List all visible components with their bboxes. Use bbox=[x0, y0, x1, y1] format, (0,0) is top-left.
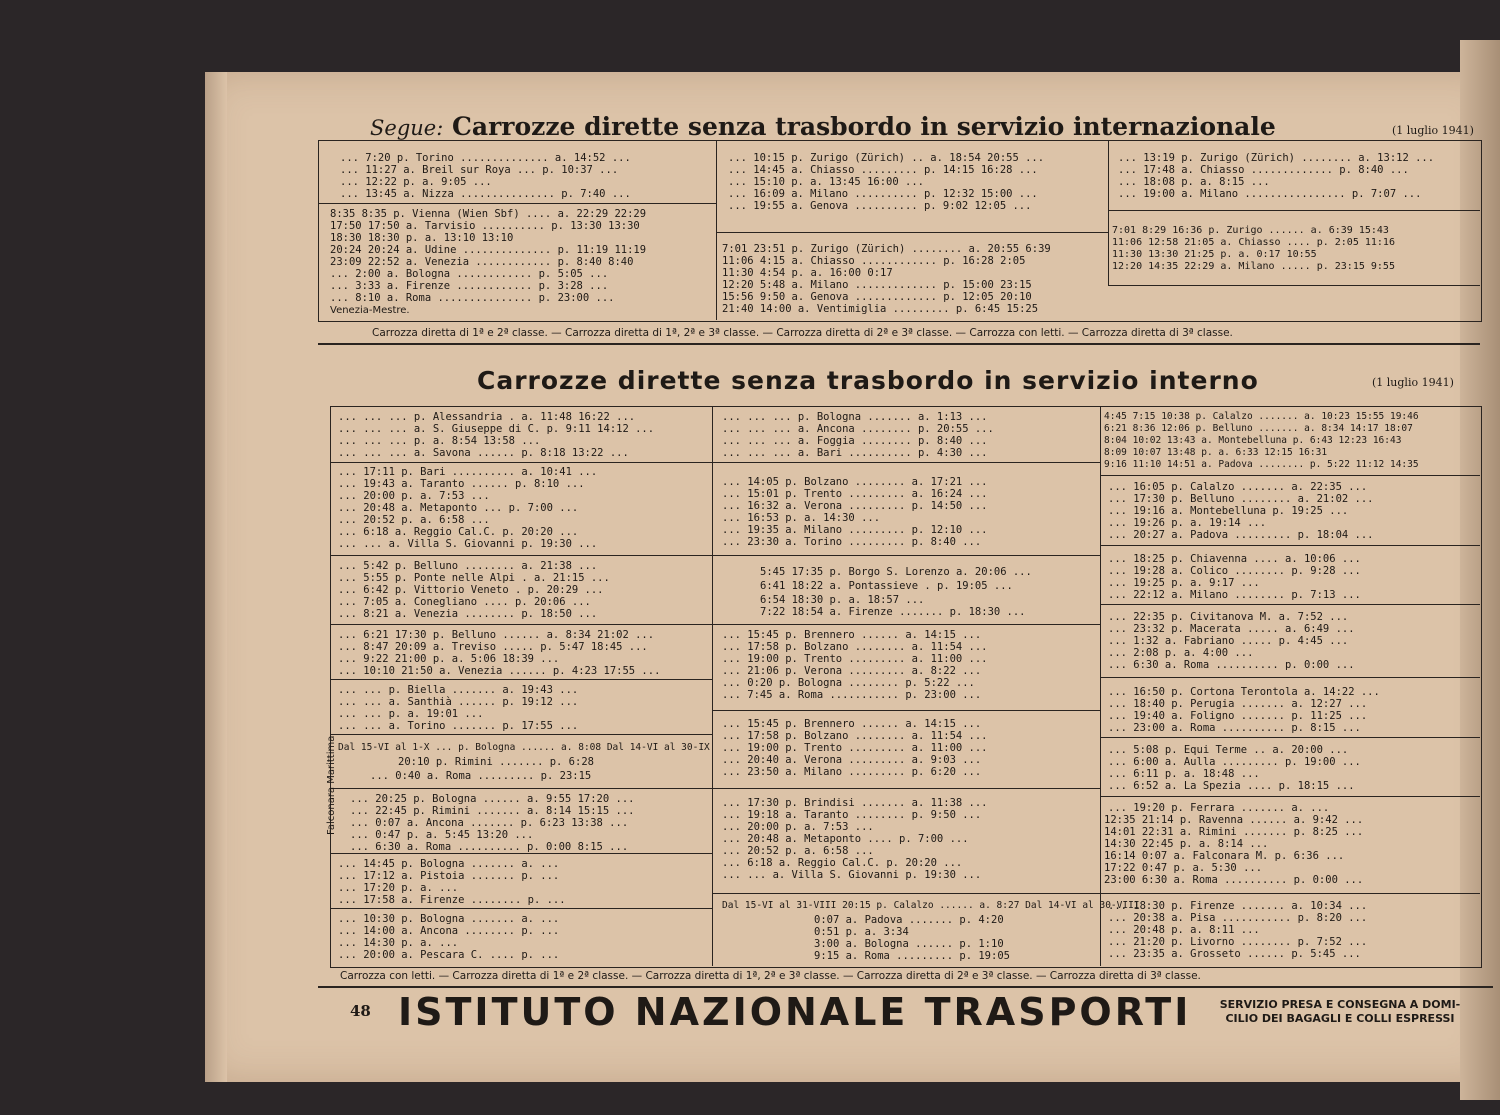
divider bbox=[1100, 737, 1480, 738]
int-row: ... 6:18 a. Reggio Cal.C. p. 20:20 ... bbox=[722, 857, 963, 869]
page-number: 48 bbox=[350, 1002, 371, 1020]
divider bbox=[1100, 893, 1480, 894]
int-row: 4:45 7:15 10:38 p. Calalzo ....... a. 10:23 15:55 19:46 bbox=[1104, 411, 1419, 422]
int-row: ... ... ... a. Foggia ........ p. 8:40 ... bbox=[722, 435, 988, 447]
int-row: ... 20:52 p. a. 6:58 ... bbox=[722, 845, 874, 857]
int-row: ... 19:25 p. a. 9:17 ... bbox=[1108, 577, 1260, 589]
int-row: ... 16:32 a. Verona ......... p. 14:50 ... bbox=[722, 500, 988, 512]
intl-row: ... 13:19 p. Zurigo (Zürich) ........ a. 13:12 ... bbox=[1118, 152, 1435, 164]
int-row: ... 21:06 p. Verona ......... a. 8:22 ... bbox=[722, 665, 982, 677]
int-row: ... ... a. Villa S. Giovanni p. 19:30 ... bbox=[338, 538, 598, 550]
intl-row: ... 10:15 p. Zurigo (Zürich) .. a. 18:54 20:55 ... bbox=[728, 152, 1045, 164]
intl-row: ... 8:10 a. Roma ............... p. 23:00 ... bbox=[330, 292, 615, 304]
intl-row: 8:35 8:35 p. Vienna (Wien Sbf) .... a. 22:29 22:29 bbox=[330, 208, 647, 220]
intl-row: 12:20 5:48 a. Milano ............. p. 15:00 23:15 bbox=[722, 279, 1032, 291]
intl-row: ... 15:10 p. a. 13:45 16:00 ... bbox=[728, 176, 924, 188]
int-row: ... 16:05 p. Calalzo ....... a. 22:35 ... bbox=[1108, 481, 1368, 493]
int-row: ... 18:40 p. Perugia ....... a. 12:27 ... bbox=[1108, 698, 1368, 710]
intl-row: 21:40 14:00 a. Ventimiglia ......... p. 6:45 15:25 bbox=[722, 303, 1039, 315]
intl-row: ... 13:45 a. Nizza ............... p. 7:40 ... bbox=[340, 188, 631, 200]
int-row: ... 6:00 a. Aulla ......... p. 19:00 ... bbox=[1108, 756, 1361, 768]
int-row: 12:35 21:14 p. Ravenna ...... a. 9:42 ... bbox=[1104, 814, 1364, 826]
divider bbox=[1100, 545, 1480, 546]
intl-row: 23:09 22:52 a. Venezia ............ p. 8:40 8:40 bbox=[330, 256, 634, 268]
int-row: ... ... ... p. a. 8:54 13:58 ... bbox=[338, 435, 541, 447]
service-note bbox=[1200, 998, 1480, 1026]
brand-banner: ISTITUTO NAZIONALE TRASPORTI bbox=[398, 990, 1192, 1034]
int-row: ... ... p. Biella ....... a. 19:43 ... bbox=[338, 684, 579, 696]
int-row: ... 16:50 p. Cortona Terontola a. 14:22 ... bbox=[1108, 686, 1380, 698]
international-title bbox=[370, 112, 1276, 141]
int-row: ... 19:16 a. Montebelluna p. 19:25 ... bbox=[1108, 505, 1349, 517]
divider bbox=[712, 462, 1100, 463]
int-row: ... 9:22 21:00 p. a. 5:06 18:39 ... bbox=[338, 653, 560, 665]
intl-row: ... 11:27 a. Breil sur Roya ... p. 10:37 ... bbox=[340, 164, 619, 176]
divider bbox=[712, 788, 1100, 789]
divider bbox=[330, 624, 712, 625]
divider bbox=[330, 555, 712, 556]
int-row: 20:10 p. Rimini ....... p. 6:28 bbox=[398, 756, 594, 768]
falconara-side-label: Falconara Marittima bbox=[326, 735, 337, 835]
int-row: ... 0:20 p. Bologna ........ p. 5:22 ... bbox=[722, 677, 975, 689]
int-row: ... ... ... p. Alessandria . a. 11:48 16:22 ... bbox=[338, 411, 636, 423]
int-row: ... 6:21 17:30 p. Belluno ...... a. 8:34 21:02 ... bbox=[338, 629, 655, 641]
intl-row: 11:30 13:30 21:25 p. a. 0:17 10:55 bbox=[1112, 249, 1317, 260]
int-row: ... 2:08 p. a. 4:00 ... bbox=[1108, 647, 1254, 659]
int-row: ... 6:42 p. Vittorio Veneto . p. 20:29 ... bbox=[338, 584, 604, 596]
int-row: ... 15:45 p. Brennero ...... a. 14:15 ... bbox=[722, 718, 982, 730]
divider bbox=[712, 710, 1100, 711]
service-line: SERVIZIO PRESA E CONSEGNA A DOMI- bbox=[1219, 998, 1461, 1011]
intl-row: ... 12:22 p. a. 9:05 ... bbox=[340, 176, 492, 188]
int-row: ... 20:48 p. a. 8:11 ... bbox=[1108, 924, 1260, 936]
divider bbox=[330, 908, 712, 909]
int-row: 6:21 8:36 12:06 p. Belluno ....... a. 8:34 14:17 18:07 bbox=[1104, 423, 1413, 434]
divider bbox=[330, 853, 712, 854]
int-row: ... 23:00 a. Roma .......... p. 8:15 ... bbox=[1108, 722, 1361, 734]
int-row: 6:54 18:30 p. a. 18:57 ... bbox=[760, 594, 925, 606]
int-row: ... ... a. Santhià ...... p. 19:12 ... bbox=[338, 696, 579, 708]
int-row: ... 6:30 a. Roma .......... p. 0:00 8:15 ... bbox=[350, 841, 629, 853]
intl-row: 15:56 9:50 a. Genova ............. p. 12:05 20:10 bbox=[722, 291, 1032, 303]
int-row: ... 7:05 a. Conegliano .... p. 20:06 ... bbox=[338, 596, 591, 608]
int-row: ... 21:20 p. Livorno ........ p. 7:52 ... bbox=[1108, 936, 1368, 948]
int-row: ... 23:30 a. Torino ......... p. 8:40 ... bbox=[722, 536, 982, 548]
internal-title: Carrozze dirette senza trasbordo in servizio interno bbox=[477, 366, 1259, 395]
divider bbox=[330, 734, 712, 735]
int-row: Dal 15-VI al 31-VIII 20:15 p. Calalzo ...... a. 8:27 Dal 14-VI al 30-VIII bbox=[722, 900, 1140, 911]
int-row: ... 8:21 a. Venezia ........ p. 18:50 ... bbox=[338, 608, 598, 620]
intl-row: ... 16:09 a. Milano .......... p. 12:32 15:00 ... bbox=[728, 188, 1038, 200]
int-row: ... 10:30 p. Bologna ....... a. ... bbox=[338, 913, 560, 925]
int-row: ... ... a. Torino ....... p. 17:55 ... bbox=[338, 720, 579, 732]
int-row: 8:09 10:07 13:48 p. a. 6:33 12:15 16:31 bbox=[1104, 447, 1328, 458]
divider bbox=[712, 406, 713, 966]
int-row: ... ... ... a. Ancona ........ p. 20:55 ... bbox=[722, 423, 994, 435]
intl-row: 18:30 18:30 p. a. 13:10 13:10 bbox=[330, 232, 514, 244]
int-row: ... 19:43 a. Taranto ...... p. 8:10 ... bbox=[338, 478, 585, 490]
int-row: ... 20:40 a. Verona ......... a. 9:03 ... bbox=[722, 754, 982, 766]
intl-row: 17:50 17:50 a. Tarvisio .......... p. 13:30 13:30 bbox=[330, 220, 640, 232]
int-row: ... 15:45 p. Brennero ...... a. 14:15 ... bbox=[722, 629, 982, 641]
int-row: 9:16 11:10 14:51 a. Padova ........ p. 5:22 11:12 14:35 bbox=[1104, 459, 1419, 470]
int-row: 6:41 18:22 a. Pontassieve . p. 19:05 ... bbox=[760, 580, 1013, 592]
divider bbox=[330, 462, 712, 463]
int-row: ... 17:11 p. Bari .......... a. 10:41 ... bbox=[338, 466, 598, 478]
intl-row: 7:01 8:29 16:36 p. Zurigo ...... a. 6:39 15:43 bbox=[1112, 225, 1389, 236]
int-row: 14:01 22:31 a. Rimini ....... p. 8:25 ... bbox=[1104, 826, 1364, 838]
int-row: ... 8:47 20:09 a. Treviso ..... p. 5:47 18:45 ... bbox=[338, 641, 648, 653]
int-row: 16:14 0:07 a. Falconara M. p. 6:36 ... bbox=[1104, 850, 1345, 862]
intl-row: ... 14:45 a. Chiasso ......... p. 14:15 16:28 ... bbox=[728, 164, 1038, 176]
int-row: ... 20:00 p. a. 7:53 ... bbox=[722, 821, 874, 833]
int-row: ... 17:58 a. Firenze ........ p. ... bbox=[338, 894, 566, 906]
int-row: ... 22:12 a. Milano ........ p. 7:13 ... bbox=[1108, 589, 1361, 601]
divider bbox=[1100, 796, 1480, 797]
int-row: ... 6:11 p. a. 18:48 ... bbox=[1108, 768, 1260, 780]
int-row: 5:45 17:35 p. Borgo S. Lorenzo a. 20:06 ... bbox=[760, 566, 1032, 578]
intl-row: 11:06 12:58 21:05 a. Chiasso .... p. 2:05 11:16 bbox=[1112, 237, 1395, 248]
intl-row: ... 2:00 a. Bologna ............ p. 5:05 ... bbox=[330, 268, 609, 280]
int-row: ... 20:48 a. Metaponto ... p. 7:00 ... bbox=[338, 502, 579, 514]
int-row: ... 23:32 p. Macerata ..... a. 6:49 ... bbox=[1108, 623, 1355, 635]
intl-row: ... 17:48 a. Chiasso ............. p. 8:40 ... bbox=[1118, 164, 1409, 176]
international-title-text: Carrozze dirette senza trasbordo in servizio internazionale bbox=[452, 112, 1276, 141]
intl-row: ... 7:20 p. Torino .............. a. 14:52 ... bbox=[340, 152, 631, 164]
int-row: ... 10:10 21:50 a. Venezia ...... p. 4:23 17:55 ... bbox=[338, 665, 661, 677]
int-row: ... 5:08 p. Equi Terme .. a. 20:00 ... bbox=[1108, 744, 1349, 756]
intl-row: ... 18:08 p. a. 8:15 ... bbox=[1118, 176, 1270, 188]
int-row: 7:22 18:54 a. Firenze ....... p. 18:30 ... bbox=[760, 606, 1026, 618]
int-row: ... 6:52 a. La Spezia .... p. 18:15 ... bbox=[1108, 780, 1355, 792]
intl-row: 12:20 14:35 22:29 a. Milano ..... p. 23:15 9:55 bbox=[1112, 261, 1395, 272]
intl-note: Venezia-Mestre. bbox=[330, 305, 410, 316]
int-row: ... 7:45 a. Roma ........... p. 23:00 ... bbox=[722, 689, 982, 701]
int-row: ... 23:50 a. Milano ......... p. 6:20 ... bbox=[722, 766, 982, 778]
international-date: (1 luglio 1941) bbox=[1392, 124, 1474, 137]
int-row: ... ... ... a. S. Giuseppe di C. p. 9:11 14:12 ... bbox=[338, 423, 655, 435]
int-row: 17:22 0:47 p. a. 5:30 ... bbox=[1104, 862, 1263, 874]
int-row: ... ... ... a. Savona ...... p. 8:18 13:22 ... bbox=[338, 447, 629, 459]
intl-row: 20:24 20:24 a. Udine .............. p. 11:19 11:19 bbox=[330, 244, 647, 256]
divider bbox=[712, 555, 1100, 556]
int-row: ... 18:25 p. Chiavenna .... a. 10:06 ... bbox=[1108, 553, 1361, 565]
int-row: ... ... a. Villa S. Giovanni p. 19:30 ... bbox=[722, 869, 982, 881]
internal-legend: Carrozza con letti. — Carrozza diretta di 1ª e 2ª classe. — Carrozza diretta di 1ª, 2ª e 3ª classe. — Carrozza diretta di 2ª e 3ª classe. — Carrozza diretta di 3ª classe. bbox=[340, 970, 1201, 982]
divider bbox=[1108, 285, 1480, 286]
divider bbox=[1108, 210, 1480, 211]
int-row: ... 15:01 p. Trento ......... a. 16:24 ... bbox=[722, 488, 988, 500]
int-row: Dal 15-VI al 1-X ... p. Bologna ...... a. 8:08 Dal 14-VI al 30-IX bbox=[338, 742, 710, 753]
int-row: 14:30 22:45 p. a. 8:14 ... bbox=[1104, 838, 1269, 850]
int-row: ... 20:38 a. Pisa ........... p. 8:20 ... bbox=[1108, 912, 1368, 924]
internal-date: (1 luglio 1941) bbox=[1372, 376, 1454, 389]
int-row: 0:51 p. a. 3:34 bbox=[814, 926, 909, 938]
int-row: ... ... p. a. 19:01 ... bbox=[338, 708, 484, 720]
segue-label: Segue: bbox=[370, 116, 444, 140]
int-row: ... ... ... a. Bari .......... p. 4:30 ... bbox=[722, 447, 988, 459]
int-row: ... 22:35 p. Civitanova M. a. 7:52 ... bbox=[1108, 611, 1349, 623]
int-row: ... 16:53 p. a. 14:30 ... bbox=[722, 512, 881, 524]
int-row: 8:04 10:02 13:43 a. Montebelluna p. 6:43 12:23 16:43 bbox=[1104, 435, 1402, 446]
int-row: ... 19:00 p. Trento ......... a. 11:00 ... bbox=[722, 742, 988, 754]
int-row: ... 19:35 a. Milano ......... p. 12:10 ... bbox=[722, 524, 988, 536]
int-row: ... 0:40 a. Roma ......... p. 23:15 bbox=[370, 770, 592, 782]
int-row: ... 20:48 a. Metaponto .... p. 7:00 ... bbox=[722, 833, 969, 845]
int-row: ... 18:30 p. Firenze ....... a. 10:34 ... bbox=[1108, 900, 1368, 912]
int-row: 0:07 a. Padova ....... p. 4:20 bbox=[814, 914, 1004, 926]
int-row: ... 19:00 p. Trento ......... a. 11:00 ... bbox=[722, 653, 988, 665]
divider bbox=[712, 624, 1100, 625]
int-row: ... 17:58 p. Bolzano ........ a. 11:54 ... bbox=[722, 641, 988, 653]
int-row: ... 17:30 p. Brindisi ....... a. 11:38 ... bbox=[722, 797, 988, 809]
intl-row: ... 3:33 a. Firenze ............ p. 3:28 ... bbox=[330, 280, 609, 292]
int-row: ... 17:12 a. Pistoia ....... p. ... bbox=[338, 870, 560, 882]
divider bbox=[716, 232, 1108, 233]
int-row: ... 19:26 p. a. 19:14 ... bbox=[1108, 517, 1267, 529]
int-row: 23:00 6:30 a. Roma .......... p. 0:00 ... bbox=[1104, 874, 1364, 886]
intl-row: 7:01 23:51 p. Zurigo (Zürich) ........ a. 20:55 6:39 bbox=[722, 243, 1051, 255]
intl-row: 11:06 4:15 a. Chiasso ............ p. 16:28 2:05 bbox=[722, 255, 1026, 267]
int-row: ... 19:18 a. Taranto ........ p. 9:50 ... bbox=[722, 809, 982, 821]
int-row: ... 20:27 a. Padova ......... p. 18:04 ... bbox=[1108, 529, 1374, 541]
int-row: ... 17:20 p. a. ... bbox=[338, 882, 459, 894]
int-row: ... 5:42 p. Belluno ........ a. 21:38 ... bbox=[338, 560, 598, 572]
int-row: 9:15 a. Roma ......... p. 19:05 bbox=[814, 950, 1010, 962]
divider bbox=[716, 140, 717, 320]
divider bbox=[318, 203, 716, 204]
divider bbox=[1100, 475, 1480, 476]
int-row: ... 19:28 a. Colico ........ p. 9:28 ... bbox=[1108, 565, 1361, 577]
int-row: ... 20:00 p. a. 7:53 ... bbox=[338, 490, 490, 502]
int-row: ... 19:20 p. Ferrara ....... a. ... bbox=[1108, 802, 1330, 814]
int-row: ... 0:07 a. Ancona ....... p. 6:23 13:38 ... bbox=[350, 817, 629, 829]
divider bbox=[1100, 406, 1101, 966]
int-row: ... 14:30 p. a. ... bbox=[338, 937, 459, 949]
int-row: ... 20:00 a. Pescara C. .... p. ... bbox=[338, 949, 560, 961]
int-row: ... 17:30 p. Belluno ........ a. 21:02 ... bbox=[1108, 493, 1374, 505]
divider bbox=[330, 679, 712, 680]
divider bbox=[330, 788, 712, 789]
separator bbox=[318, 986, 1493, 988]
intl-row: 11:30 4:54 p. a. 16:00 0:17 bbox=[722, 267, 893, 279]
int-row: ... 5:55 p. Ponte nelle Alpi . a. 21:15 ... bbox=[338, 572, 610, 584]
intl-row: ... 19:00 a. Milano ................ p. 7:07 ... bbox=[1118, 188, 1422, 200]
separator bbox=[318, 343, 1480, 345]
international-legend: Carrozza diretta di 1ª e 2ª classe. — Carrozza diretta di 1ª, 2ª e 3ª classe. — Carrozza diretta di 2ª e 3ª classe. — Carrozza con letti. — Carrozza diretta di 3ª classe. bbox=[372, 327, 1233, 339]
intl-row: ... 19:55 a. Genova .......... p. 9:02 12:05 ... bbox=[728, 200, 1032, 212]
int-row: ... 14:45 p. Bologna ....... a. ... bbox=[338, 858, 560, 870]
int-row: ... 17:58 p. Bolzano ........ a. 11:54 ... bbox=[722, 730, 988, 742]
int-row: ... ... ... p. Bologna ....... a. 1:13 ... bbox=[722, 411, 988, 423]
divider bbox=[1108, 140, 1109, 285]
divider bbox=[1100, 604, 1480, 605]
int-row: ... 14:05 p. Bolzano ........ a. 17:21 ... bbox=[722, 476, 988, 488]
int-row: ... 0:47 p. a. 5:45 13:20 ... bbox=[350, 829, 534, 841]
page-spine-shadow bbox=[205, 72, 227, 1082]
int-row: ... 19:40 a. Foligno ....... p. 11:25 ... bbox=[1108, 710, 1368, 722]
int-row: ... 6:30 a. Roma .......... p. 0:00 ... bbox=[1108, 659, 1355, 671]
divider bbox=[712, 893, 1100, 894]
int-row: ... 14:00 a. Ancona ........ p. ... bbox=[338, 925, 560, 937]
int-row: ... 23:35 a. Grosseto ...... p. 5:45 ... bbox=[1108, 948, 1361, 960]
service-line: CILIO DEI BAGAGLI E COLLI ESPRESSI bbox=[1225, 1012, 1455, 1025]
divider bbox=[1100, 677, 1480, 678]
int-row: ... 6:18 a. Reggio Cal.C. p. 20:20 ... bbox=[338, 526, 579, 538]
int-row: 3:00 a. Bologna ...... p. 1:10 bbox=[814, 938, 1004, 950]
int-row: ... 22:45 p. Rimini ....... a. 8:14 15:15 ... bbox=[350, 805, 635, 817]
int-row: ... 20:25 p. Bologna ...... a. 9:55 17:20 ... bbox=[350, 793, 635, 805]
int-row: ... 1:32 a. Fabriano ..... p. 4:45 ... bbox=[1108, 635, 1349, 647]
int-row: ... 20:52 p. a. 6:58 ... bbox=[338, 514, 490, 526]
